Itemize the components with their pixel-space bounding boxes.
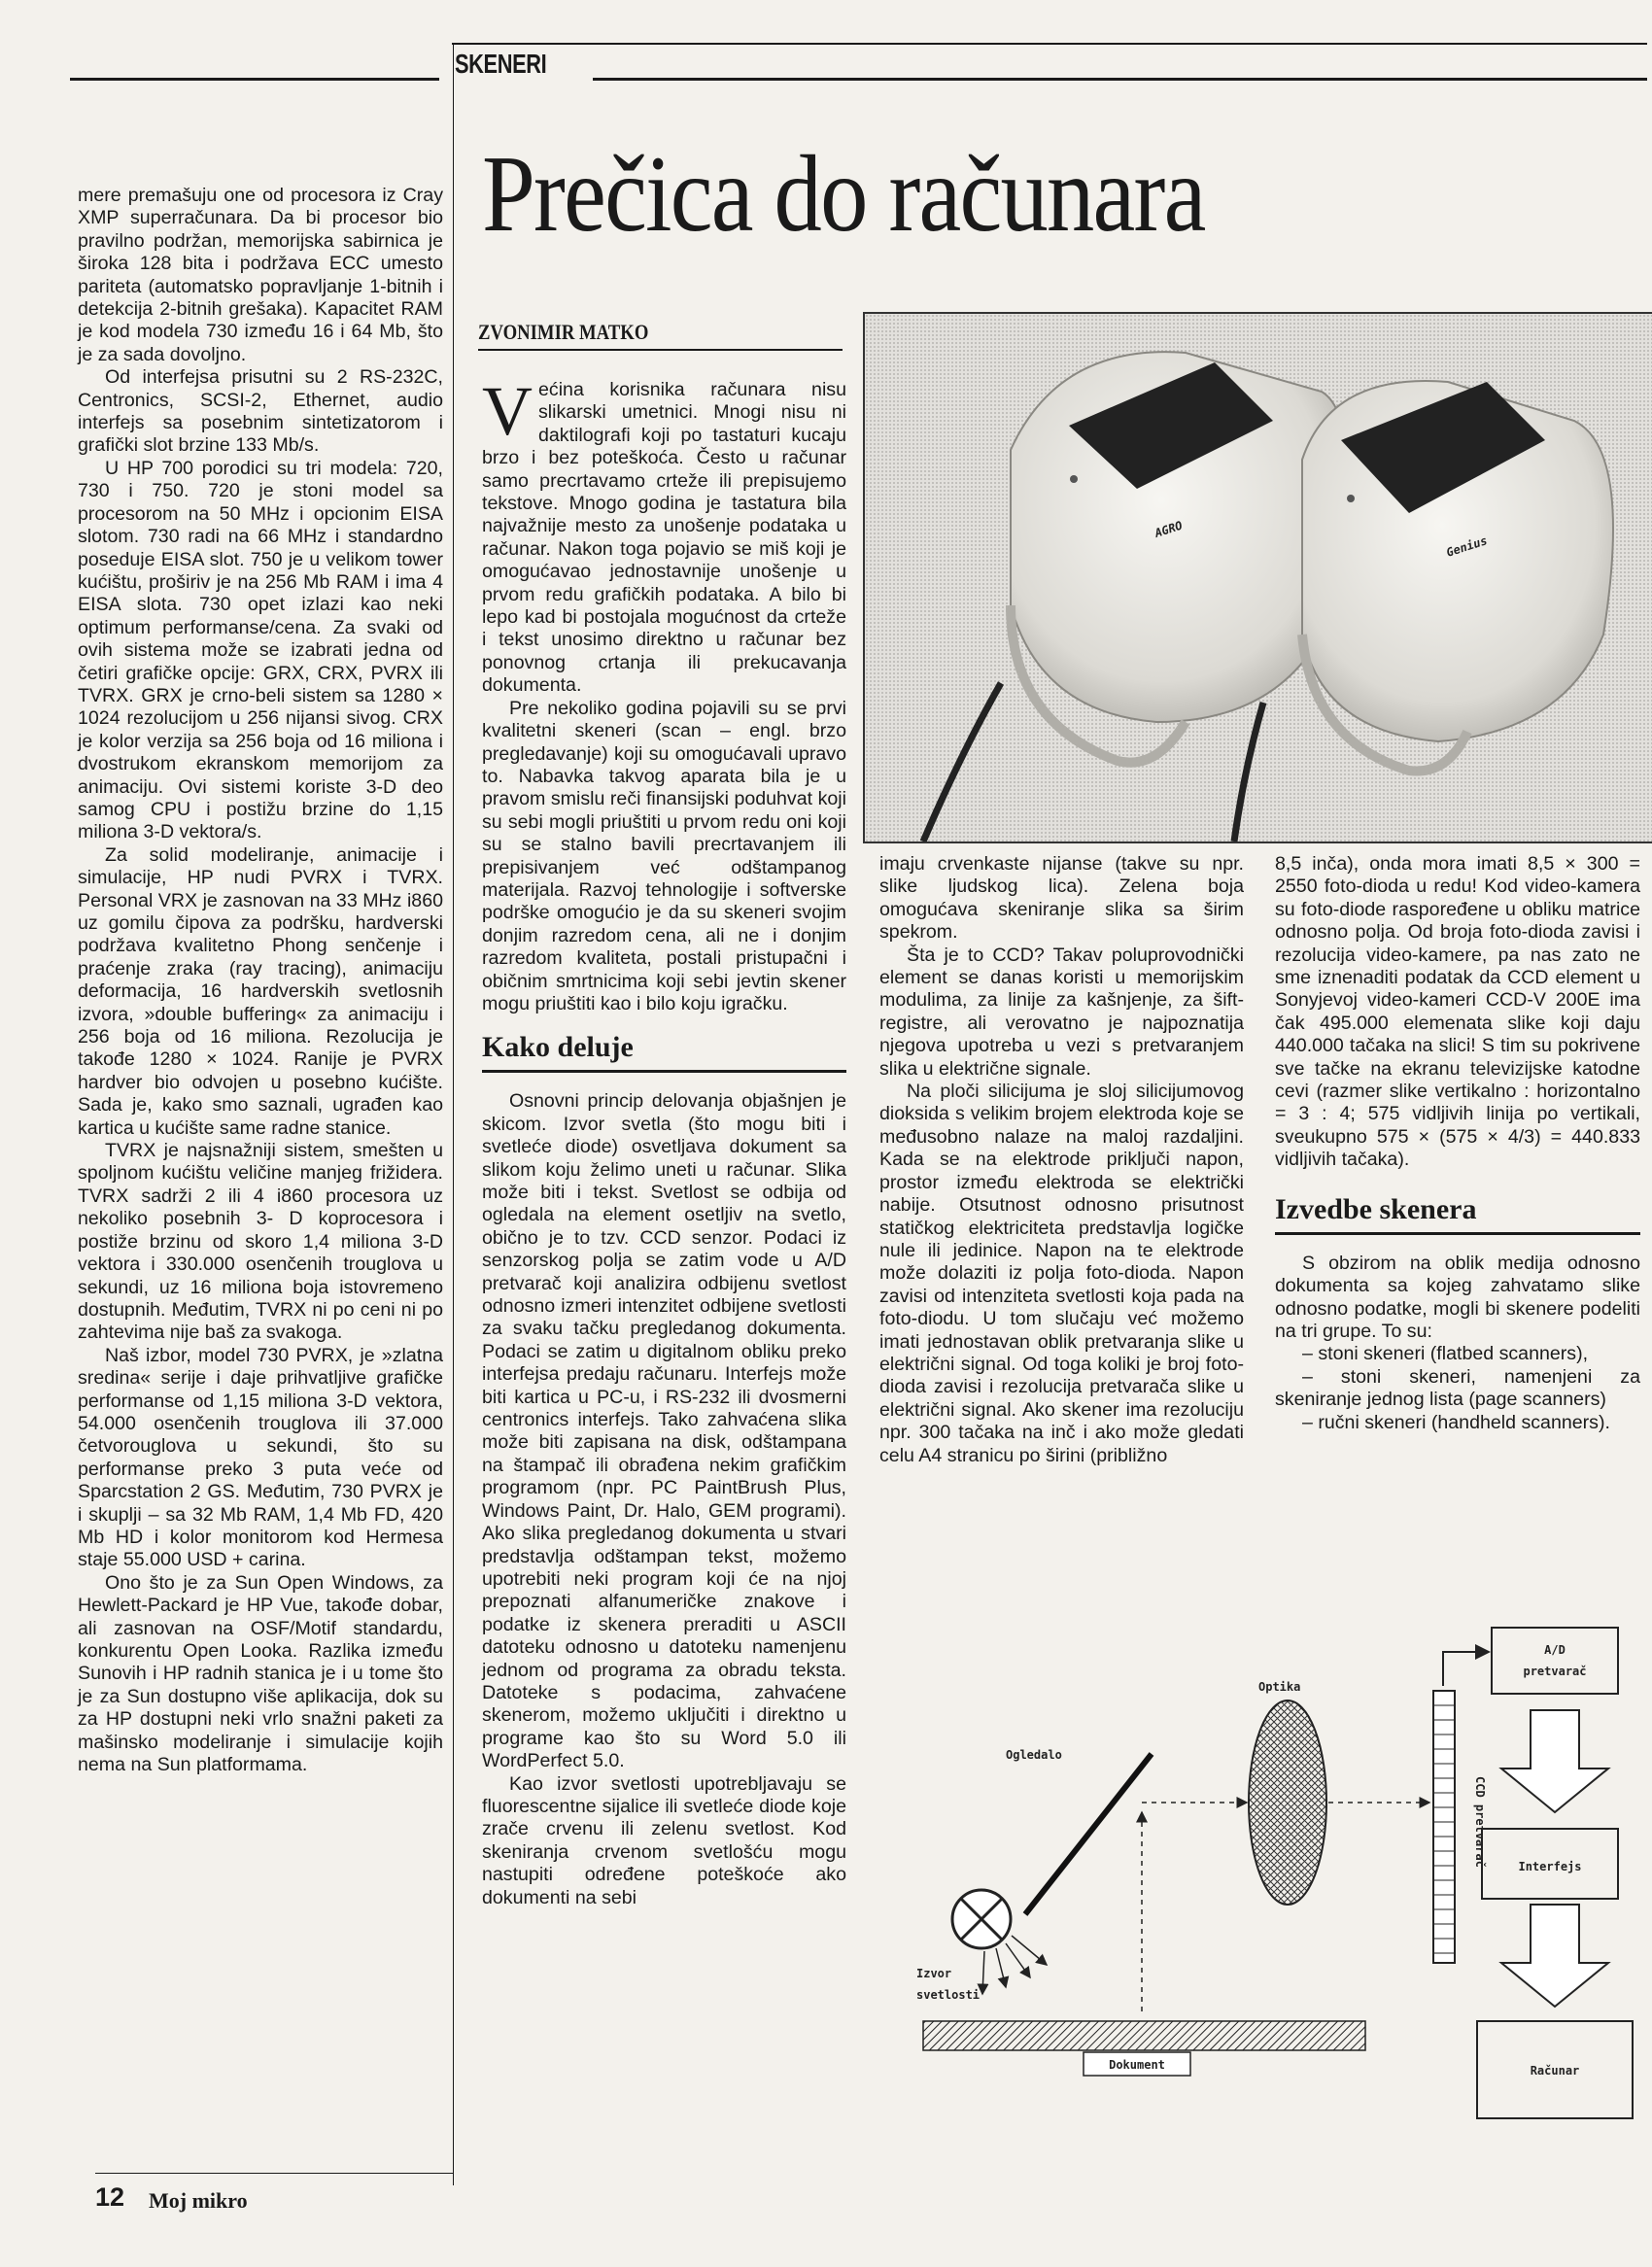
flow-arrow [1501, 1905, 1608, 2007]
column-2 [482, 372, 846, 1909]
paragraph: 8,5 inča), onda mora imati 8,5 × 300 = 2550 foto-dioda u redu! Kod video-kamera su foto-diode raspoređene u obliku matrice odnosno polja. Od broja foto-dioda zavisi i rezolucija video-kamere, pa nas zato ne sme iznenaditi podatak da CCD element u Sonyjevoj video-kameri CCD-V 200E ima čak 495.000 elemenata slike koji daju 440.000 tačaka na slici! S tim su pokrivene sve tačke na ekranu televizijske katodne cevi (razmer slike vertikalno : horizontalno = 3 : 4; 575 vidljivih linija po vertikali, sveukupno 575 × (575 × 4/3) = 440.833 vidljivih tačaka). [1275, 853, 1640, 1171]
paragraph: U HP 700 porodici su tri modela: 720, 730 i 750. 720 je stoni model sa procesorom na 50 MHz i opcionim EISA slotom. 730 radi na 66 MHz i standardno poseduje EISA slot. 750 je u velikom tower kućištu, proširiv je na 256 Mb RAM i ima 4 EISA slota. 730 opet izlazi kao neki optimum performanse/cena. Za svaki od ovih sistema može se izabrati jedna od četiri grafičke opcije: GRX, CRX, PVRX ili TVRX. GRX je crno-beli sistem sa 1280 × 1024 rezolucijom u 256 nijansi sivog. CRX je kolor verzija sa 256 boja od 16 miliona i dvostrukom ekranskom memorijom za animaciju. Ovi sistemi koriste 3-D deo samog CPU i postižu brzine do 1,15 miliona 3-D vektora/s. [78, 457, 443, 843]
paragraph: Osnovni princip delovanja objašnjen je skicom. Izvor svetla (što mogu biti i svetleće diode) osvetljava dokument sa slikom koju želimo uneti u računar. Slika može biti i tekst. Svetlost se odbija od ogledala na element osetljiv na svetlo, obično je to tzv. CCD senzor. Podaci iz senzorskog polja se zatim vode u A/D pretvarač koji analizira odbijenu svetlost odnosno izmeri intenzitet odbijene svetlosti za svaku tačku pregledanog dokumenta. Podaci se zatim u digitalnom obliku preko interfejsa predaju računaru. Interfejs može biti kartica u PC-u, i RS-232 ili dvosmerni centronics interfejs. Tako zahvaćena slika može biti zapisana na disk, odštampana na štampač ili obrađena nekim grafičkim programom (npr. PC PaintBrush Plus, Windows Paint, Dr. Halo, GEM programi). Ako slika pregledanog dokumenta u stvari predstavlja odštampan tekst, možemo upotrebiti neki program koji će na njoj prepoznati alfanumeričke znakove i podatke iz skenera preraditi u ASCII datoteku odnosno u datoteku namenjenu jednom od programa za obradu teksta. Datoteke s podacima, zahvaćene skenerom, možemo uključiti i direktno u programe kao što su Word 5.0 ili WordPerfect 5.0. [482, 1090, 846, 1772]
author-rule [478, 349, 843, 351]
document-label: Dokument [1109, 2058, 1165, 2072]
list-item: – ručni skeneri (handheld scanners). [1302, 1411, 1610, 1433]
mirror-label: Ogledalo [1006, 1748, 1062, 1762]
section-rule [593, 78, 1647, 81]
ad-label-2: pretvarač [1523, 1665, 1587, 1678]
scanner-diagram [879, 1613, 1647, 2157]
ccd-strip [1433, 1691, 1455, 1963]
optics-label: Optika [1258, 1680, 1301, 1694]
column-4 [1275, 853, 1640, 1434]
paragraph: imaju crvenkaste nijanse (takve su npr. slike ljudskog lica). Zelena boja omogućava skeniranje slika sa širim spekrom. [879, 853, 1244, 944]
magazine-name: Moj mikro [149, 2188, 248, 2213]
paragraph: Na ploči silicijuma je sloj silicijumovog dioksida s velikim brojem elektroda koje se međusobno nalaze na maloj razdaljini. Kada se na elektrode priključi napon, prostor između elektroda se električki nabije. Otsutnost odnosno prisutnost statičkog elektriciteta predstavlja logičke nule ili jedinice. Napon na te elektrode može dolaziti iz polja foto-dioda. Napon zavisi od intenziteta svetlosti koja pada na foto-diodu. U tom slučaju već možemo imati jednostavan oblik pretvaranja slike u električni signal. Od toga koliki je broj foto-dioda zavisi i rezolucija pretvarača slike u električni signal. Ako skener ima rezoluciju npr. 300 tačaka na inč i ako može gledati celu A4 stranicu po širini (približno [879, 1081, 1244, 1466]
ccd-label: CCD pretvarač [1473, 1776, 1487, 1868]
article-title: Prečica do računara [482, 134, 1205, 255]
paragraph: Ono što je za Sun Open Windows, za Hewlett-Packard je HP Vue, takođe dobar, ali zasnovan na OSF/Motif standardu, konkurentu Open Looka. Razlika između Sunovih i HP radnih stanica je i u tome što je za Sun dostupno više aplikacija, dok su za HP dostupni neki vrlo snažni paketi za mašinsko modeliranje i simulacije kojih nema na Sun platformama. [78, 1571, 443, 1776]
top-rule-left [70, 78, 439, 81]
lens [1249, 1700, 1326, 1905]
column-1 [78, 185, 443, 1776]
paragraph: S obzirom na oblik medija odnosno dokumenta sa kojeg zahvatamo slike odnosno podatke, mogli bi skenere podeliti na tri grupe. To su: [1275, 1252, 1640, 1342]
paragraph: mere premašuju one od procesora iz Cray XMP superračunara. Da bi procesor bio pravilno podržan, memorijska sabirnica je široka 128 bita i podržava ECC umesto pariteta (automatsko popravljanje 1-bitnih i detekcija 2-bitnih grešaka). Kapacitet RAM je kod modela 730 između 16 i 64 Mb, što je za sada dovoljno. [78, 185, 443, 365]
flow-arrow [1501, 1710, 1608, 1812]
document-strip [923, 2021, 1365, 2050]
ad-converter-box [1492, 1628, 1618, 1694]
logo-left: AGRO [1153, 518, 1185, 540]
scanner-photo [863, 312, 1652, 843]
logo-right: Genius [1444, 533, 1490, 560]
paragraph: Naš izbor, model 730 PVRX, je »zlatna sredina« serije i daje prihvatljive grafičke performanse od 1,15 miliona 3-D vektora, 54.000 osenčenih trouglova ili 37.000 četvorouglova u sekundi, što su performanse preko 3 puta veće od Sparcstation 2 GS. Međutim, 730 PVRX je i skuplji – sa 32 Mb RAM, 1,4 Mb FD, 420 Mb HD i kolor monitorom kod Hermesa staje 55.000 USD + carina. [78, 1344, 443, 1571]
interface-label: Interfejs [1518, 1860, 1582, 1873]
list-item: – stoni skeneri, namenjeni za skeniranje jednog lista (page scanners) [1275, 1365, 1640, 1411]
author: ZVONIMIR MATKO [478, 320, 649, 344]
paragraph: Pre nekoliko godina pojavili su se prvi kvalitetni skeneri (scan – engl. brzo pregledavanje) koji su omogućavali upravo to. Nabavka takvog aparata bila je u pravom smislu reči finansijski poduhvat koji su sebi mogli priuštiti u prvom redu oni koji su se stalno bavili precrtavanjem ili prepisivanjem već odštampanog materijala. Razvoj tehnologije i softverske podrške omogućio je da su skeneri svojim donjim razredom cena, ali ne i donjim razredom kvaliteta, postali pristupačni i običnim smrtnicima koji sebi jevtin skener mogu priuštiti kao i bilo koju igračku. [482, 697, 846, 1014]
subhead-kako-deluje: Kako deluje [482, 1031, 634, 1064]
paragraph: Šta je to CCD? Takav poluprovodnički element se danas koristi u memorijskim modulima, za linije za kašnjenje, za šift-registre, ali verovatno je najpoznatija njegova upotreba u vezi s pretvaranjem slika u električne signale. [879, 944, 1244, 1080]
drop-cap: V [482, 372, 533, 450]
section-label: SKENERI [455, 49, 547, 79]
list-item: – stoni skeneri (flatbed scanners), [1302, 1343, 1589, 1365]
light-label-1: Izvor [916, 1967, 952, 1980]
intro-paragraph: Većina korisnika računara nisu slikarski umetnici. Mnogi nisu ni daktilografi koji po tastaturi kucaju brzo i bez poteškoća. Često u računar samo precrtavamo crteže ili prepisujemo tekstove. Mnogo godina je tastatura bila najvažnije mesto za unošenje podataka u računar. Nakon toga pojavio se miš koji je omogućavao jednostavnije unošenje u prvom redu grafičkih podataka. A bilo bi lepo kad bi postojala mogućnost da crteže i tekst unosimo direktno u računar bez ponovnog crtanja ili prekucavanja dokumenta. [482, 372, 846, 697]
paragraph: Od interfejsa prisutni su 2 RS-232C, Centronics, SCSI-2, Ethernet, audio interfejs sa posebnim sintetizatorom i grafički slot brzine 133 Mb/s. [78, 366, 443, 457]
mirror [1025, 1754, 1152, 1914]
paragraph: TVRX je najsnažniji sistem, smešten u spoljnom kućištu veličine manjeg frižidera. TVRX sadrži 2 ili 4 i860 procesora uz nekoliko posebnih 3- D koprocesora i postiže brzinu od skoro 1,4 miliona 3-D vektora i 330.000 osenčenih trouglova u sekundi, uz 16 miliona boja istovremeno dostupnih. Međutim, TVRX ni po ceni ni po zahtevima nije baš za svakoga. [78, 1140, 443, 1344]
light-label-2: svetlosti [916, 1988, 981, 2002]
subhead-izvedbe-skenera: Izvedbe skenera [1275, 1192, 1477, 1225]
page-number: 12 [95, 2182, 125, 2212]
paragraph: Za solid modeliranje, animacije i simulacije, HP nudi PVRX i TVRX. Personal VRX je zasnovan na 33 MHz i860 uz gomilu čipova za podršku, hardverski podržava kvalitetno Phong senčenje i praćenje zraka (ray tracing), animaciju deformacija, 16 hardverskih svetlosnih izvora, »double buffering« za animaciju i 256 boja od 16 miliona. Rezolucija je takođe 1280 × 1024. Ranije je PVRX hardver bio odvojen u posebno kućište. Sada je, kako smo saznali, ugrađen kao kartica u kućište same radne stanice. [78, 843, 443, 1139]
column-divider [453, 43, 454, 2185]
column-3 [879, 853, 1244, 1467]
subhead-rule [1275, 1232, 1640, 1235]
subhead-rule [482, 1070, 846, 1073]
footer-rule [95, 2173, 453, 2174]
scanner-illustration [865, 314, 1652, 842]
paragraph: Kao izvor svetlosti upotrebljavaju se fluorescentne sijalice ili svetleće diode koje zrače crvenu ili zelenu svetlost. Kod skeniranja crvenom svetlošću mogu nastupiti određene poteškoće ako dokumenti na sebi [482, 1772, 846, 1908]
ad-label-1: A/D [1544, 1643, 1566, 1657]
computer-label: Računar [1530, 2064, 1580, 2078]
top-rule-right [452, 43, 1647, 45]
